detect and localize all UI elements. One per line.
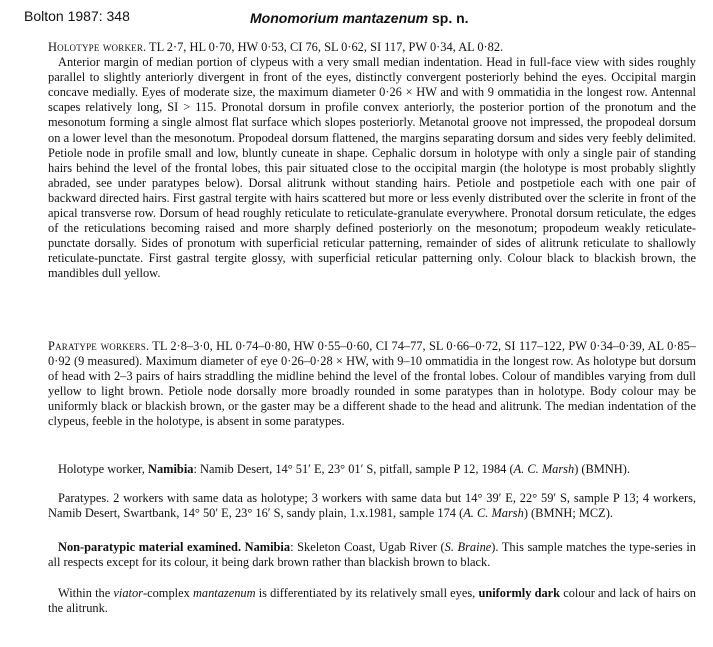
holotype-description: Anterior margin of median portion of clypeus with a very small median indentation. Head in full-face view with sides roughly parallel to slightly anteriorly divergent in front of the eyes, distinctly convergent posteriorly behind the eyes. Occipital margin concave medially. Eyes of moderate size, the maximum diameter 0·26 × HW and with 9 ommatidia in the longest row. Antennal scapes relatively long, SI > 115. Pronotal dorsum in profile convex anteriorly, the posterior portion of the pronotum and the mesonotum forming a single almost flat surface which slopes posteriorly. Metanotal groove not impressed, the propodeal dorsum on a lower level than the mesonotum. Propodeal dorsum flattened, the margins separating dorsum and sides very feebly delimited. Petiole node in profile small and low, bluntly cuneate in shape. Cephalic dorsum in holotype with only a single pair of standing hairs behind the level of the frontal lobes, this pair situated close to the occipital margin (the holotype is most probably slightly abraded, see under paratypes below). Dorsal alitrunk without standing hairs. Petiole and postpetiole each with one pair of backward directed hairs. First gastral tergite with hairs scattered but more or less evenly distributed over the sclerite in front of the apical transverse row. Dorsum of head roughly reticulate to reticulate-granulate everywhere. Pronotal dorsum reticulate, the edges of the reticulations becoming raised and more sharply defined posteriorly on the mesonotum; propodeum weakly reticulate-punctate dorsally. Sides of pronotum with superficial reticular patterning, remainder of sides of alitrunk reticulate to shallowly reticulate-punctate. First gastral tergite glossy, with superficial reticular patterning only. Colour black to blackish brown, the mandibles dull yellow. xyxy=(48,55,696,281)
nonparatypic-collector: S. Braine xyxy=(444,540,492,554)
species-name: Monomorium mantazenum xyxy=(250,10,429,26)
source-citation: Bolton 1987: 348 xyxy=(24,8,130,24)
diagnosis-text-c: is differentiated by its relatively small eyes, xyxy=(255,586,479,600)
holotype-material-text: Holotype worker, xyxy=(58,462,149,476)
diagnosis-species: mantazenum xyxy=(192,586,256,600)
nonparatypic-notes: ). This sample matches the type-series in all respects except for its colour, it being dark brown rather than blackish brown to black. xyxy=(48,540,696,570)
holotype-locality: : Namib Desert, 14° 51′ E, 23° 01′ S, pitfall, sample P 12, 1984 ( xyxy=(193,462,514,476)
paratype-text: . TL 2·8–3·0, HL 0·74–0·80, HW 0·55–0·60, CI 74–77, SL 0·66–0·72, SI 117–122, PW 0·34–0·39, AL 0·85–0·92 (9 measured). Maximum diameter of eye 0·26–0·28 × HW, with 9–10 ommatidia in the longest row. As holotype but dorsum of head with 2–3 pairs of hairs straddling the midline behind the level of the frontal lobes. Colour of mandibles varying from dull yellow to light brown. Petiole node dorsally more broadly rounded in some paratypes than in holotype. Body colour may be uniformly black or blackish brown, or the gaster may be a different shade to the head and alitrunk. The median indentation of the clypeus, feeble in the holotype, is absent in some paratypes. xyxy=(48,339,696,429)
diagnosis-text-b: -complex xyxy=(142,586,193,600)
holotype-material xyxy=(48,462,696,477)
holotype-paragraph xyxy=(48,40,696,282)
diagnosis-emphasis: uniformly dark xyxy=(478,586,561,600)
nonparatypic-heading: Non-paratypic material examined. Namibia xyxy=(58,540,291,554)
diagnosis-text-d: colour and lack of hairs on the alitrunk. xyxy=(48,586,696,616)
holotype-country: Namibia xyxy=(148,462,194,476)
paratypes-collector: A. C. Marsh xyxy=(463,506,524,521)
diagnosis-text-a: Within the xyxy=(58,586,114,600)
holotype-depository: ) (BMNH). xyxy=(574,462,630,476)
paratype-heading: Paratype workers xyxy=(48,339,147,353)
holotype-measurements: . TL 2·7, HL 0·70, HW 0·53, CI 76, SL 0·62, SI 117, PW 0·34, AL 0·82. xyxy=(143,40,504,54)
species-status: sp. n. xyxy=(428,10,469,26)
paratypes-depository: ) (BMNH; MCZ). xyxy=(523,506,613,521)
paratype-paragraph xyxy=(48,339,696,430)
diagnosis-complex: viator xyxy=(113,586,143,600)
holotype-heading: Holotype worker xyxy=(48,40,144,54)
diagnosis-paragraph xyxy=(48,586,696,616)
paratypes-material xyxy=(48,491,696,521)
species-title xyxy=(250,10,469,26)
nonparatypic-locality: : Skeleton Coast, Ugab River ( xyxy=(290,540,445,554)
holotype-collector: A. C. Marsh xyxy=(513,462,575,476)
paratypes-text: Paratypes. 2 workers with same data as holotype; 3 workers with same data but 14° 39′ E, 22° 59′ S, sample P 13; 4 workers, Namib Desert, Swartbank, 14° 50′ E, 23° 16′ S, sandy plain, 1.x.1981, sample 174 ( xyxy=(48,491,696,521)
nonparatypic-material xyxy=(48,540,696,570)
